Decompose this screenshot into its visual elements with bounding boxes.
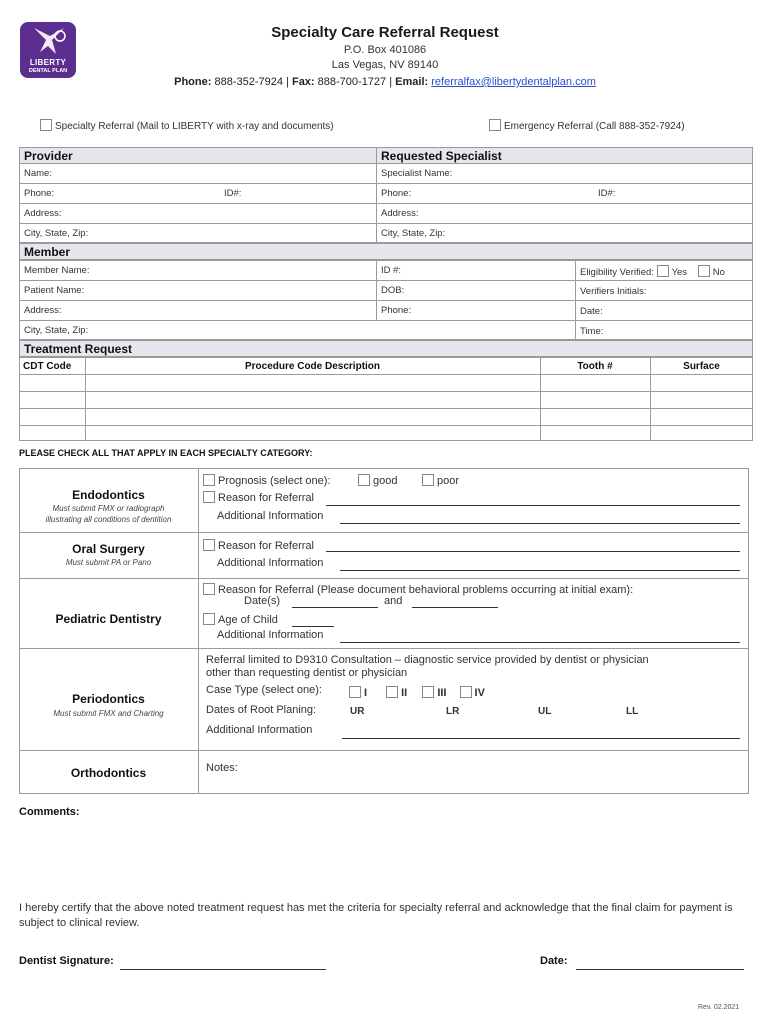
prognosis-good-checkbox[interactable] (358, 474, 370, 486)
prognosis-poor-checkbox[interactable] (422, 474, 434, 486)
eligibility-label: Eligibility Verified: (580, 267, 654, 278)
treatment-heading: Treatment Request (19, 340, 753, 357)
case-type-iv-checkbox[interactable] (460, 686, 472, 698)
prognosis-row (203, 474, 331, 487)
member-city-field[interactable]: City, State, Zip: (24, 325, 89, 336)
case-type-ii-checkbox[interactable] (386, 686, 398, 698)
emergency-referral-option (489, 119, 685, 132)
endo-additional-line[interactable] (340, 523, 740, 524)
dentist-signature-label: Dentist Signature: (19, 955, 114, 967)
case-type-options (349, 686, 485, 699)
ortho-notes-field[interactable]: Notes: (206, 762, 238, 774)
case-type-ii-label: II (401, 687, 408, 699)
oral-additional-label: Additional Information (217, 557, 324, 569)
specialist-phone-field[interactable]: Phone: (381, 188, 412, 199)
specialist-heading: Requested Specialist (376, 147, 753, 164)
pedo-reason-label: Reason for Referral (Please document behavioral problems occurring at initial exam): (218, 584, 634, 596)
pediatric-dentistry-label: Pediatric Dentistry (55, 612, 162, 626)
provider-city-field[interactable]: City, State, Zip: (24, 228, 89, 239)
fax-label: Fax: (291, 76, 315, 88)
perio-additional-line[interactable] (342, 738, 740, 739)
prognosis-poor-label: poor (437, 475, 460, 487)
specialty-referral-checkbox[interactable] (40, 119, 52, 131)
member-name-field[interactable]: Member Name: (24, 265, 90, 276)
prognosis-poor-option (422, 474, 459, 487)
eligibility-no-label: No (712, 267, 725, 278)
column-surface: Surface (683, 361, 720, 372)
logo-subtext: DENTAL PLAN (28, 68, 68, 74)
pedo-age-line[interactable] (292, 626, 334, 627)
specialty-referral-label: Specialty Referral (Mail to LIBERTY with x-ray and documents) (55, 121, 334, 132)
oral-additional-line[interactable] (340, 570, 740, 571)
dentist-signature-line[interactable] (120, 969, 326, 970)
prognosis-checkbox[interactable] (203, 474, 215, 486)
prognosis-label: Prognosis (select one): (218, 475, 331, 487)
provider-name-field[interactable]: Name: (24, 168, 52, 179)
certification-text: I hereby certify that the above noted treatment request has met the criteria for specialty referral and acknowledge that the final claim for payment is subject to clinical review. (19, 902, 733, 929)
perio-limited-line-2: other than requesting dentist or physician (206, 667, 408, 679)
address-line-2: Las Vegas, NV 89140 (331, 59, 439, 71)
periodontics-note: Must submit FMX and Charting (53, 709, 164, 718)
eligibility-yes-checkbox[interactable] (657, 265, 669, 277)
column-tooth: Tooth # (577, 361, 613, 372)
oral-reason-label: Reason for Referral (218, 540, 314, 552)
emergency-referral-label: Emergency Referral (Call 888-352-7924) (504, 121, 685, 132)
provider-phone-field[interactable]: Phone: (24, 188, 55, 199)
specialist-name-field[interactable]: Specialist Name: (381, 168, 453, 179)
phone-label: Phone: (174, 76, 212, 88)
pedo-date-1-line[interactable] (292, 607, 378, 608)
member-address-field[interactable]: Address: (24, 305, 62, 316)
endo-reason-checkbox[interactable] (203, 491, 215, 503)
patient-name-field[interactable]: Patient Name: (24, 285, 85, 296)
email-label: Email: (395, 76, 429, 88)
signature-date-label: Date: (540, 955, 568, 967)
pedo-date-2-line[interactable] (412, 607, 498, 608)
verifiers-initials-field[interactable]: Verifiers Initials: (580, 286, 647, 297)
signature-date-line[interactable] (576, 969, 744, 970)
endo-reason-label: Reason for Referral (218, 492, 314, 504)
specialist-id-field[interactable]: ID#: (598, 188, 616, 199)
perio-case-type-label: Case Type (select one): (206, 684, 322, 696)
orthodontics-label: Orthodontics (70, 766, 147, 780)
endo-additional-label: Additional Information (217, 510, 324, 522)
oral-surgery-note: Must submit PA or Pano (65, 558, 152, 567)
case-type-iii-checkbox[interactable] (422, 686, 434, 698)
comments-label: Comments: (19, 806, 80, 818)
page-title: Specialty Care Referral Request (271, 24, 499, 41)
periodontics-label: Periodontics (72, 692, 145, 706)
endo-reason-line[interactable] (326, 505, 740, 506)
quadrant-ur[interactable]: UR (350, 706, 365, 717)
pedo-additional-line[interactable] (340, 642, 740, 643)
specialist-address-field[interactable]: Address: (381, 208, 419, 219)
contact-line (0, 76, 770, 88)
specialty-instructions: PLEASE CHECK ALL THAT APPLY IN EACH SPECIALTY CATEGORY: (19, 448, 313, 458)
separator: | (389, 76, 393, 88)
perio-additional-label: Additional Information (206, 724, 313, 736)
prognosis-good-option (358, 474, 397, 487)
address-line-1: P.O. Box 401086 (343, 44, 427, 56)
pedo-additional-label: Additional Information (217, 629, 324, 641)
fax-value: 888-700-1727 (317, 76, 387, 88)
specialty-referral-option (40, 119, 334, 132)
separator: | (286, 76, 289, 88)
pedo-and-label: and (384, 595, 403, 607)
column-cdt-code: CDT Code (23, 361, 72, 372)
specialist-city-field[interactable]: City, State, Zip: (381, 228, 446, 239)
oral-reason-row (203, 539, 314, 552)
provider-address-field[interactable]: Address: (24, 208, 62, 219)
case-type-i-checkbox[interactable] (349, 686, 361, 698)
pedo-age-checkbox[interactable] (203, 613, 215, 625)
eligibility-yes-label: Yes (671, 267, 688, 278)
eligibility-verified (580, 265, 725, 278)
endodontics-note-2: illustrating all conditions of dentition (45, 515, 172, 524)
eligibility-no-checkbox[interactable] (698, 265, 710, 277)
oral-reason-checkbox[interactable] (203, 539, 215, 551)
verification-date-field[interactable]: Date: (580, 306, 603, 317)
case-type-iv-label: IV (474, 687, 485, 699)
case-type-i-label: I (364, 687, 368, 699)
verification-time-field[interactable]: Time: (580, 326, 604, 337)
member-dob-field[interactable]: DOB: (381, 285, 405, 296)
perio-limited-line-1: Referral limited to D9310 Consultation – diagnostic service provided by dentist or physician (206, 654, 649, 666)
quadrant-ll[interactable]: LL (626, 706, 639, 717)
column-procedure-description: Procedure Code Description (244, 361, 381, 372)
logo-text: LIBERTY (29, 58, 67, 67)
pedo-age-row (203, 613, 278, 626)
quadrant-lr[interactable]: LR (446, 706, 460, 717)
provider-heading: Provider (19, 147, 377, 164)
prognosis-good-label: good (373, 475, 398, 487)
pedo-reason-checkbox[interactable] (203, 583, 215, 595)
oral-reason-line[interactable] (326, 551, 740, 552)
root-planing-label: Dates of Root Planing: (206, 704, 317, 716)
member-heading: Member (19, 243, 753, 260)
member-id-field[interactable]: ID #: (381, 265, 402, 276)
provider-id-field[interactable]: ID#: (224, 188, 242, 199)
case-type-iii-label: III (437, 687, 447, 699)
pedo-age-label: Age of Child (218, 614, 278, 626)
comments-area[interactable] (19, 822, 753, 892)
phone-value: 888-352-7924 (214, 76, 283, 88)
endo-reason-row (203, 491, 314, 504)
email-link[interactable]: referralfax@libertydentalplan.com (431, 76, 596, 88)
revision-label: Rev. 02.2021 (698, 1004, 740, 1011)
emergency-referral-checkbox[interactable] (489, 119, 501, 131)
quadrant-ul[interactable]: UL (538, 706, 552, 717)
pedo-dates-label: Date(s) (244, 595, 281, 607)
member-phone-field[interactable]: Phone: (381, 305, 412, 316)
endodontics-note-1: Must submit FMX or radiograph (52, 504, 165, 513)
oral-surgery-label: Oral Surgery (72, 542, 145, 556)
endodontics-label: Endodontics (72, 488, 145, 502)
